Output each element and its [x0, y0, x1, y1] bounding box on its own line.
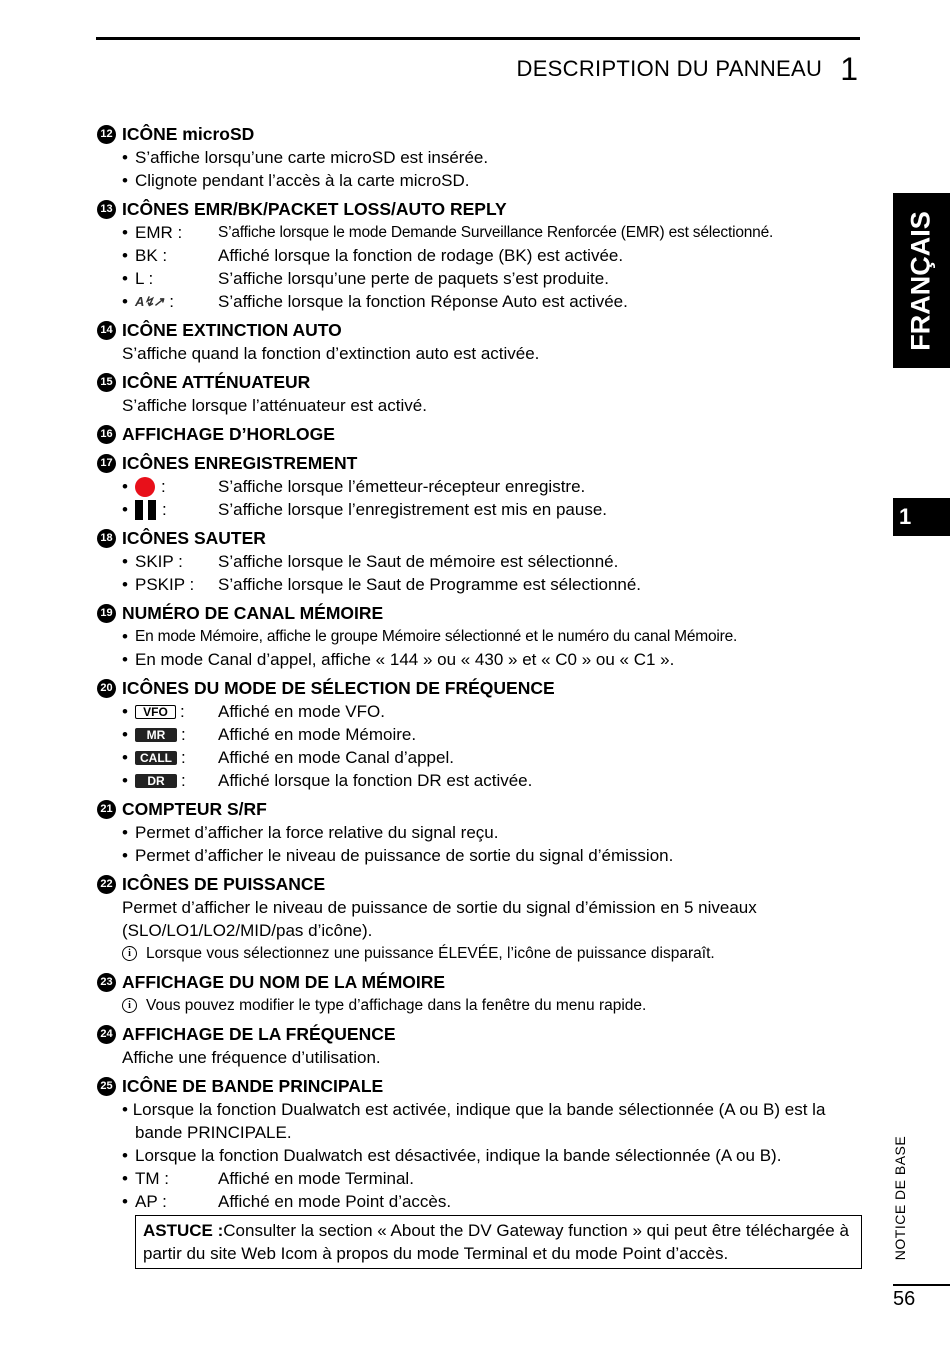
section-title: ICÔNES EMR/BK/PACKET LOSS/AUTO REPLY	[122, 199, 507, 219]
list-item: • CALL : Affiché en mode Canal d’appel.	[122, 748, 454, 767]
content	[97, 123, 862, 1275]
section-number-20: 20	[97, 679, 116, 698]
section-number-24: 24	[97, 1025, 116, 1044]
section-24	[97, 1023, 862, 1069]
section-number-15: 15	[97, 373, 116, 392]
list-item: • En mode Mémoire, affiche le groupe Mémoire sélectionné et le numéro du canal Mémoire.	[122, 627, 738, 646]
section-text: (SLO/LO1/LO2/MID/pas d’icône).	[122, 921, 373, 940]
section-title: ICÔNES DU MODE DE SÉLECTION DE FRÉQUENCE	[122, 678, 555, 698]
section-number-23: 23	[97, 973, 116, 992]
section-23	[97, 971, 862, 1017]
section-number-17: 17	[97, 454, 116, 473]
section-number-16: 16	[97, 425, 116, 444]
mr-badge-icon: MR	[135, 728, 177, 742]
section-25	[97, 1075, 862, 1269]
section-text: Permet d’afficher le niveau de puissance de sortie du signal d’émission en 5 niveaux	[122, 898, 757, 917]
tip-box	[135, 1215, 862, 1269]
vfo-badge-icon: VFO	[135, 705, 176, 719]
header-chapter-number: 1	[840, 51, 858, 87]
section-12	[97, 123, 862, 192]
section-title: ICÔNE EXTINCTION AUTO	[122, 320, 342, 340]
list-item: • Permet d’afficher la force relative du signal reçu.	[122, 823, 499, 842]
list-item: • MR : Affiché en mode Mémoire.	[122, 725, 417, 744]
tip-label: ASTUCE :	[143, 1221, 224, 1240]
section-16	[97, 423, 862, 446]
list-item: • VFO : Affiché en mode VFO.	[122, 702, 385, 721]
chapter-tab: 1	[893, 498, 950, 536]
list-item: • PSKIP : S’affiche lorsque le Saut de Programme est sélectionné.	[122, 575, 642, 594]
section-number-21: 21	[97, 800, 116, 819]
top-rule	[96, 37, 860, 40]
section-number-25: 25	[97, 1077, 116, 1096]
list-item: • DR : Affiché lorsque la fonction DR est activée.	[122, 771, 533, 790]
section-13	[97, 198, 862, 313]
auto-reply-icon: A↯↗	[135, 294, 164, 309]
list-item: • AP : Affiché en mode Point d’accès.	[122, 1192, 452, 1211]
page-header	[517, 52, 858, 86]
bottom-rule	[893, 1284, 950, 1286]
section-title: ICÔNES SAUTER	[122, 528, 266, 548]
tip-text: Consulter la section « About the DV Gateway function » qui peut être téléchargée à partir du site Web Icom à propos du mode Terminal et du mode Point d’accès.	[143, 1221, 849, 1263]
section-number-12: 12	[97, 125, 116, 144]
list-item: • SKIP : S’affiche lorsque le Saut de mémoire est sélectionné.	[122, 552, 619, 571]
section-17	[97, 452, 862, 521]
section-title: NUMÉRO DE CANAL MÉMOIRE	[122, 603, 384, 623]
pause-icon	[135, 500, 157, 520]
list-item: • : S’affiche lorsque l’enregistrement est mis en pause.	[122, 500, 607, 519]
list-item: • Permet d’afficher le niveau de puissance de sortie du signal d’émission.	[122, 846, 674, 865]
list-item: • Clignote pendant l’accès à la carte microSD.	[122, 171, 470, 190]
list-item: • Lorsque la fonction Dualwatch est activée, indique que la bande sélectionnée (A ou B) est la bande PRINCIPALE.	[122, 1100, 826, 1142]
page-number: 56	[893, 1288, 916, 1310]
section-18	[97, 527, 862, 596]
section-title: AFFICHAGE D’HORLOGE	[122, 424, 335, 444]
call-badge-icon: CALL	[135, 751, 177, 765]
section-15	[97, 371, 862, 417]
list-item: • TM : Affiché en mode Terminal.	[122, 1169, 414, 1188]
section-title: AFFICHAGE DU NOM DE LA MÉMOIRE	[122, 972, 446, 992]
list-item: • S’affiche lorsqu’une carte microSD est insérée.	[122, 148, 489, 167]
list-item: • BK : Affiché lorsque la fonction de rodage (BK) est activée.	[122, 246, 624, 265]
manual-label: NOTICE DE BASE	[892, 1135, 908, 1261]
section-19	[97, 602, 862, 671]
record-icon	[135, 477, 155, 497]
section-number-22: 22	[97, 875, 116, 894]
info-icon: i	[122, 998, 137, 1013]
section-text: Affiche une fréquence d’utilisation.	[122, 1048, 381, 1067]
section-title: ICÔNE microSD	[122, 124, 255, 144]
note: i Vous pouvez modifier le type d’affichage dans la fenêtre du menu rapide.	[97, 994, 862, 1017]
section-text: S’affiche quand la fonction d’extinction auto est activée.	[122, 344, 540, 363]
section-number-19: 19	[97, 604, 116, 623]
section-title: ICÔNES DE PUISSANCE	[122, 874, 326, 894]
section-22	[97, 873, 862, 965]
language-tab-label: FRANÇAIS	[905, 211, 936, 351]
list-item: • L : S’affiche lorsqu’une perte de paquets s’est produite.	[122, 269, 609, 288]
section-14	[97, 319, 862, 365]
section-20	[97, 677, 862, 792]
header-title: DESCRIPTION DU PANNEAU	[516, 56, 823, 81]
section-title: COMPTEUR S/RF	[122, 799, 267, 819]
section-number-14: 14	[97, 321, 116, 340]
dr-badge-icon: DR	[135, 774, 177, 788]
list-item: • En mode Canal d’appel, affiche « 144 » ou « 430 » et « C0 » ou « C1 ».	[122, 650, 675, 669]
info-icon: i	[122, 946, 137, 961]
note: i Lorsque vous sélectionnez une puissance ÉLEVÉE, l’icône de puissance disparaît.	[97, 942, 862, 965]
list-item: • A↯↗ : S’affiche lorsque la fonction Réponse Auto est activée.	[122, 292, 628, 311]
section-number-13: 13	[97, 200, 116, 219]
list-item: • EMR : S’affiche lorsque le mode Demande Surveillance Renforcée (EMR) est sélectionné.	[122, 223, 774, 242]
section-title: ICÔNES ENREGISTREMENT	[122, 453, 358, 473]
list-item: • Lorsque la fonction Dualwatch est désactivée, indique la bande sélectionnée (A ou B).	[122, 1146, 782, 1165]
list-item: • : S’affiche lorsque l’émetteur-récepteur enregistre.	[122, 477, 586, 496]
section-title: ICÔNE DE BANDE PRINCIPALE	[122, 1076, 384, 1096]
section-21	[97, 798, 862, 867]
section-number-18: 18	[97, 529, 116, 548]
section-title: ICÔNE ATTÉNUATEUR	[122, 372, 311, 392]
section-title: AFFICHAGE DE LA FRÉQUENCE	[122, 1024, 396, 1044]
section-text: S’affiche lorsque l’atténuateur est activé.	[122, 396, 427, 415]
language-tab	[893, 193, 950, 368]
